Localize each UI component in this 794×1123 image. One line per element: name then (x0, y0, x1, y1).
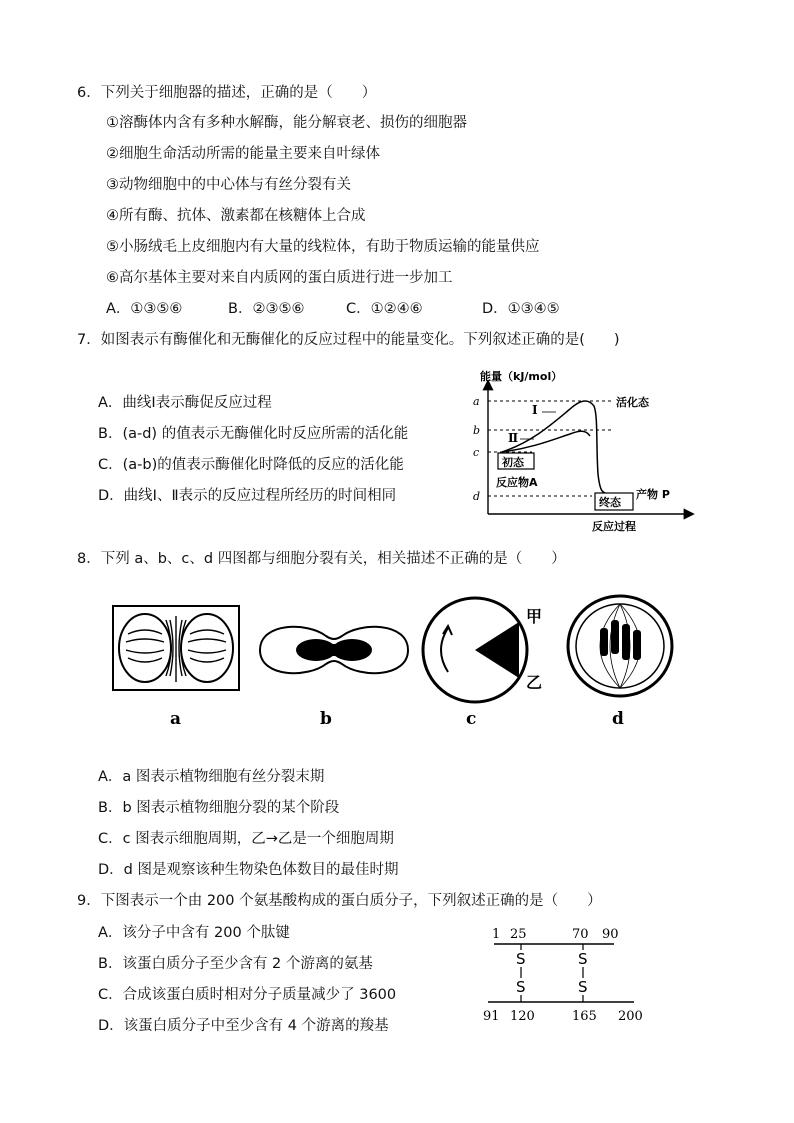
q7-choice-a: A．曲线Ⅰ表示酶促反应过程 (98, 395, 272, 411)
q6-item-4: ④所有酶、抗体、激素都在核糖体上合成 (106, 208, 366, 224)
q7-choice-c: C．(a-b)的值表示酶催化时降低的反应的活化能 (98, 457, 404, 473)
bottom-label-165: 165 (572, 1009, 597, 1024)
protein-chain-diagram (478, 920, 658, 1030)
s-bottom-left: S (516, 978, 526, 996)
product-label: 产物 P (636, 488, 670, 501)
q8-choice-d: D．d 图是观察该种生物染色体数目的最佳时期 (98, 862, 399, 878)
q7-choice-d: D．曲线Ⅰ、Ⅱ表示的反应过程所经历的时间相同 (98, 488, 397, 504)
bottom-label-120: 120 (510, 1009, 535, 1024)
q8-choice-c: C．c 图表示细胞周期，乙→乙是一个细胞周期 (98, 831, 394, 847)
level-d-label: d (473, 490, 481, 503)
q6-choice-a: A．①③⑤⑥ (106, 301, 183, 317)
figure-d (568, 596, 672, 729)
figure-c-label-yi: 乙 (526, 673, 543, 692)
figure-c (423, 598, 542, 729)
q9-choice-b: B．该蛋白质分子至少含有 2 个游离的氨基 (98, 956, 373, 972)
q9-choice-a: A．该分子中含有 200 个肽键 (98, 925, 290, 941)
q6-item-3: ③动物细胞中的中心体与有丝分裂有关 (106, 177, 351, 193)
x-axis-label: 反应过程 (592, 520, 636, 533)
s-bottom-right: S (578, 978, 588, 996)
q7-choice-b: B．(a-d) 的值表示无酶催化时反应所需的活化能 (98, 426, 409, 442)
figure-d-label: d (612, 709, 624, 729)
top-label-1: 1 (492, 927, 501, 942)
q6-item-1: ①溶酶体内含有多种水解酶，能分解衰老、损伤的细胞器 (106, 115, 467, 131)
top-label-25: 25 (510, 927, 527, 942)
q7-stem: 7．如图表示有酶催化和无酶催化的反应过程中的能量变化。下列叙述正确的是( ) (77, 332, 620, 348)
final-state-label: 终态 (599, 496, 621, 509)
level-b-label: b (473, 424, 481, 437)
q6-item-6: ⑥高尔基体主要对来自内质网的蛋白质进行进一步加工 (106, 270, 453, 286)
s-top-left: S (516, 950, 526, 968)
top-label-70: 70 (572, 927, 589, 942)
figure-c-label: c (466, 709, 477, 729)
initial-state-label: 初态 (502, 456, 524, 469)
q6-item-5: ⑤小肠绒毛上皮细胞内有大量的线粒体，有助于物质运输的能量供应 (106, 239, 540, 255)
level-a-label: a (473, 395, 480, 408)
bottom-label-91: 91 (483, 1009, 500, 1024)
figure-b (260, 627, 408, 729)
bottom-label-200: 200 (618, 1009, 643, 1024)
q6-item-2: ②细胞生命活动所需的能量主要来自叶绿体 (106, 146, 380, 162)
figure-b-label: b (320, 709, 332, 729)
q8-choice-b: B．b 图表示植物细胞分裂的某个阶段 (98, 800, 340, 816)
y-axis-label: 能量（kJ/mol） (480, 370, 563, 383)
q6-choice-d: D．①③④⑤ (482, 301, 560, 317)
q8-stem: 8．下列 a、b、c、d 四图都与细胞分裂有关，相关描述不正确的是（ ） (77, 551, 566, 567)
level-c-label: c (473, 446, 480, 459)
figure-c-label-jia: 甲 (526, 607, 543, 626)
cell-division-figures (100, 590, 700, 735)
q8-choice-a: A．a 图表示植物细胞有丝分裂末期 (98, 769, 325, 785)
q6-stem: 6．下列关于细胞器的描述，正确的是（ ） (77, 85, 377, 101)
s-top-right: S (578, 950, 588, 968)
top-label-90: 90 (602, 927, 619, 942)
q6-choice-c: C．①②④⑥ (346, 301, 423, 317)
energy-diagram (462, 364, 702, 534)
curve-2-label: Ⅱ (508, 431, 519, 445)
curve-1-label: Ⅰ (532, 403, 538, 417)
reactant-label: 反应物A (496, 476, 538, 489)
q9-choice-c: C．合成该蛋白质时相对分子质量减少了 3600 (98, 987, 397, 1003)
q9-choice-d: D．该蛋白质分子中至少含有 4 个游离的羧基 (98, 1018, 389, 1034)
figure-a-label: a (170, 709, 182, 729)
active-state-label: 活化态 (616, 396, 649, 409)
q9-stem: 9．下图表示一个由 200 个氨基酸构成的蛋白质分子，下列叙述正确的是（ ） (77, 893, 602, 909)
q6-choice-b: B．②③⑤⑥ (228, 301, 305, 317)
figure-a (113, 606, 239, 729)
